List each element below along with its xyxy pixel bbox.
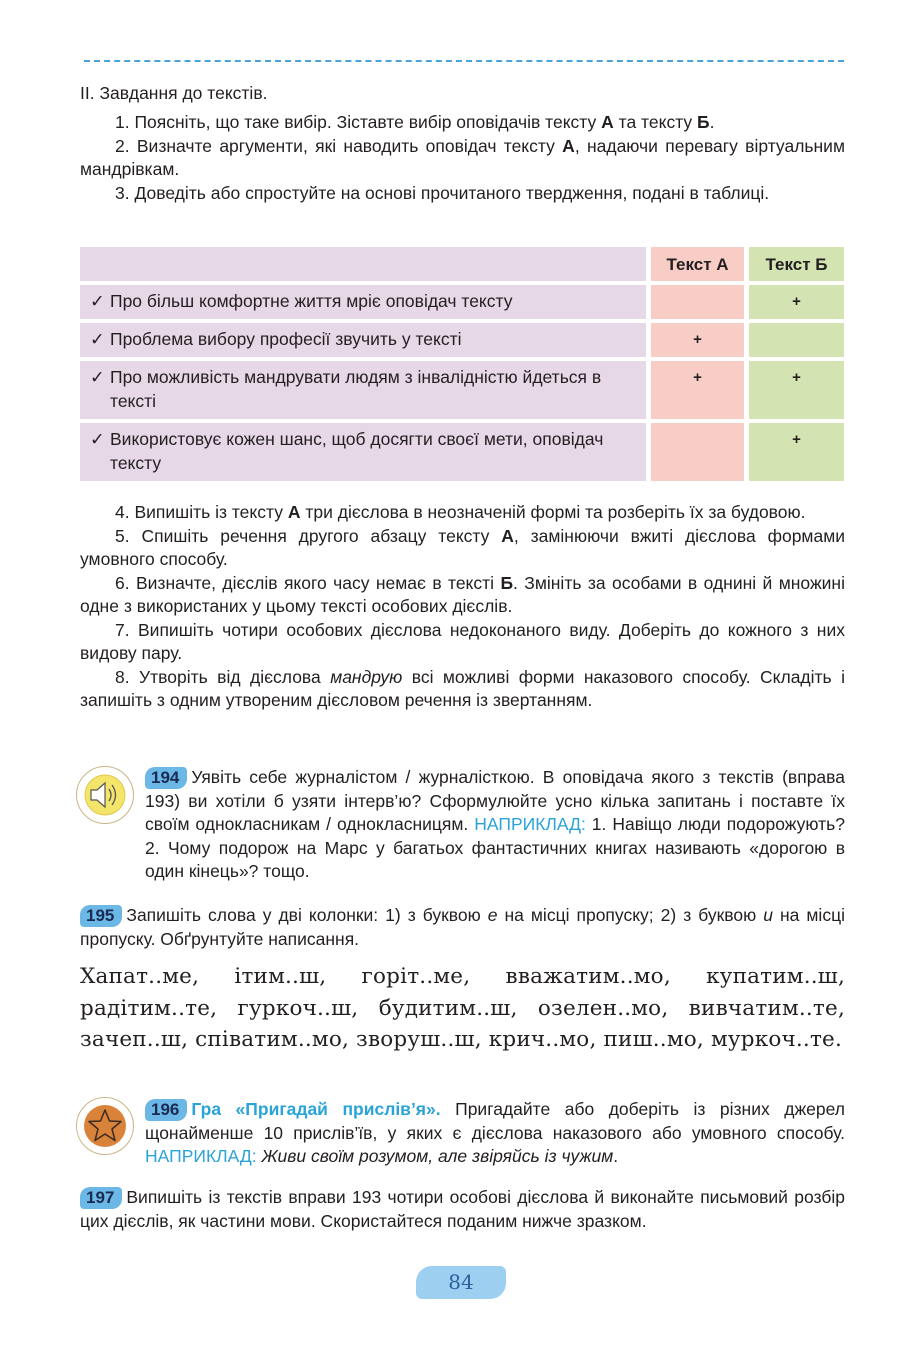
- exercise-number: 195: [80, 905, 122, 927]
- section-heading: ІІ. Завдання до текстів.: [80, 83, 268, 103]
- header-text-b: Текст Б: [749, 247, 844, 281]
- statements-table: [80, 247, 844, 485]
- table-header-row: [80, 247, 844, 281]
- check-icon: ✓: [90, 291, 105, 311]
- exercise-number: 197: [80, 1187, 122, 1209]
- cell-a: [651, 423, 744, 481]
- table-row: [80, 423, 844, 481]
- exercise-194: 194 Уявіть себе журналістом / журналісткою. В оповідача якого з текстів (вправа 193) ви хотіли б узяти інтерв’ю? Сформулюйте усно кілька запитань і поставте їх своїм однокласникам / однокласницям. НАПРИКЛАД: 1. Навіщо люди подорожують? 2. Чому подорож на Марс у багатьох фантастичних книгах називають «дорогою в один кінець»? тощо.: [145, 767, 845, 881]
- tasks-before-table: [80, 111, 845, 205]
- cell-b: +: [749, 423, 844, 481]
- statement: Проблема вибору професії звучить у тексті: [110, 329, 462, 349]
- statement: Про можливість мандрувати людям з інвалідністю йдеться в тексті: [110, 367, 602, 411]
- game-title: Гра «Пригадай прислів’я».: [191, 1099, 441, 1119]
- task-8: 8. Утворіть від дієслова мандрую всі можливі форми наказового способу. Складіть і запишіть з одним утвореним дієсловом речення із звертанням.: [80, 666, 845, 710]
- table-row: [80, 323, 844, 357]
- exercise-number: 194: [145, 767, 187, 789]
- exercise-197: 197 Випишіть із текстів вправи 193 чотири особові дієслова й виконайте письмовий розбір цих дієслів, як частини мови. Скористайтеся поданим нижче зразком.: [80, 1187, 845, 1231]
- task-3: 3. Доведіть або спростуйте на основі прочитаного твердження, подані в таблиці.: [115, 182, 770, 203]
- check-icon: ✓: [90, 367, 105, 387]
- tasks-after-table: [80, 501, 845, 713]
- star-icon: [76, 1097, 134, 1155]
- table-header-blank: [80, 247, 646, 281]
- exercise-number: 196: [145, 1099, 187, 1121]
- cell-a: [651, 285, 744, 319]
- header-text-a: Текст А: [651, 247, 744, 281]
- task-2: 2. Визначте аргументи, які наводить оповідач тексту А, надаючи перевагу віртуальним мандрівкам.: [80, 135, 845, 179]
- table-row: [80, 361, 844, 419]
- page-number: 84: [416, 1266, 506, 1299]
- dashed-divider: [84, 60, 844, 62]
- task-1: 1. Поясніть, що таке вибір. Зіставте вибір оповідачів тексту А та тексту Б.: [115, 112, 715, 132]
- cell-a: +: [651, 323, 744, 357]
- exercise-196: 196 Гра «Пригадай прислів’я». Пригадайте або доберіть із різних джерел щонайменше 10 прислів’їв, у яких є дієслова наказового або умовного способу. НАПРИКЛАД: Живи своїм розумом, але звіряйсь із чужим.: [145, 1099, 845, 1166]
- statement: Про більш комфортне життя мріє оповідач тексту: [110, 291, 513, 311]
- task-7: 7. Випишіть чотири особових дієслова недоконаного виду. Доберіть до кожного з них видову пару.: [80, 619, 845, 663]
- cell-b: +: [749, 361, 844, 419]
- task-6: 6. Визначте, дієслів якого часу немає в тексті Б. Змініть за особами в однині й множині одне з використаних у цьому тексті особових дієслів.: [80, 572, 845, 616]
- task-5: 5. Спишіть речення другого абзацу тексту А, замінюючи вжиті дієслова формами умовного способу.: [80, 525, 845, 569]
- statement: Використовує кожен шанс, щоб досягти своєї мети, оповідач тексту: [110, 429, 604, 473]
- table-row: [80, 285, 844, 319]
- cell-a: +: [651, 361, 744, 419]
- check-icon: ✓: [90, 329, 105, 349]
- exercise-195: 195 Запишіть слова у дві колонки: 1) з буквою е на місці пропуску; 2) з буквою и на місці пропуску. Обґрунтуйте написання. Хапат..ме, ітим..ш, горіт..ме, вважатим..мо, купатим..ш, радітим..те, гуркоч..ш, будитим..ш, озелен..мо, вивчатим..те, зачеп..ш, співатим..мо, зворуш..ш, крич..мо, пиш..мо, муркоч..те.: [80, 904, 845, 1056]
- speaker-icon: [76, 766, 134, 824]
- word-list: Хапат..ме, ітим..ш, горіт..ме, вважатим..мо, купатим..ш, радітим..те, гуркоч..ш, будитим..ш, озелен..мо, вивчатим..те, зачеп..ш, співатим..мо, зворуш..ш, крич..мо, пиш..мо, муркоч..те.: [80, 964, 845, 1052]
- cell-b: +: [749, 285, 844, 319]
- cell-b: [749, 323, 844, 357]
- check-icon: ✓: [90, 429, 105, 449]
- task-4: 4. Випишіть із тексту А три дієслова в неозначеній формі та розберіть їх за будовою.: [115, 502, 806, 522]
